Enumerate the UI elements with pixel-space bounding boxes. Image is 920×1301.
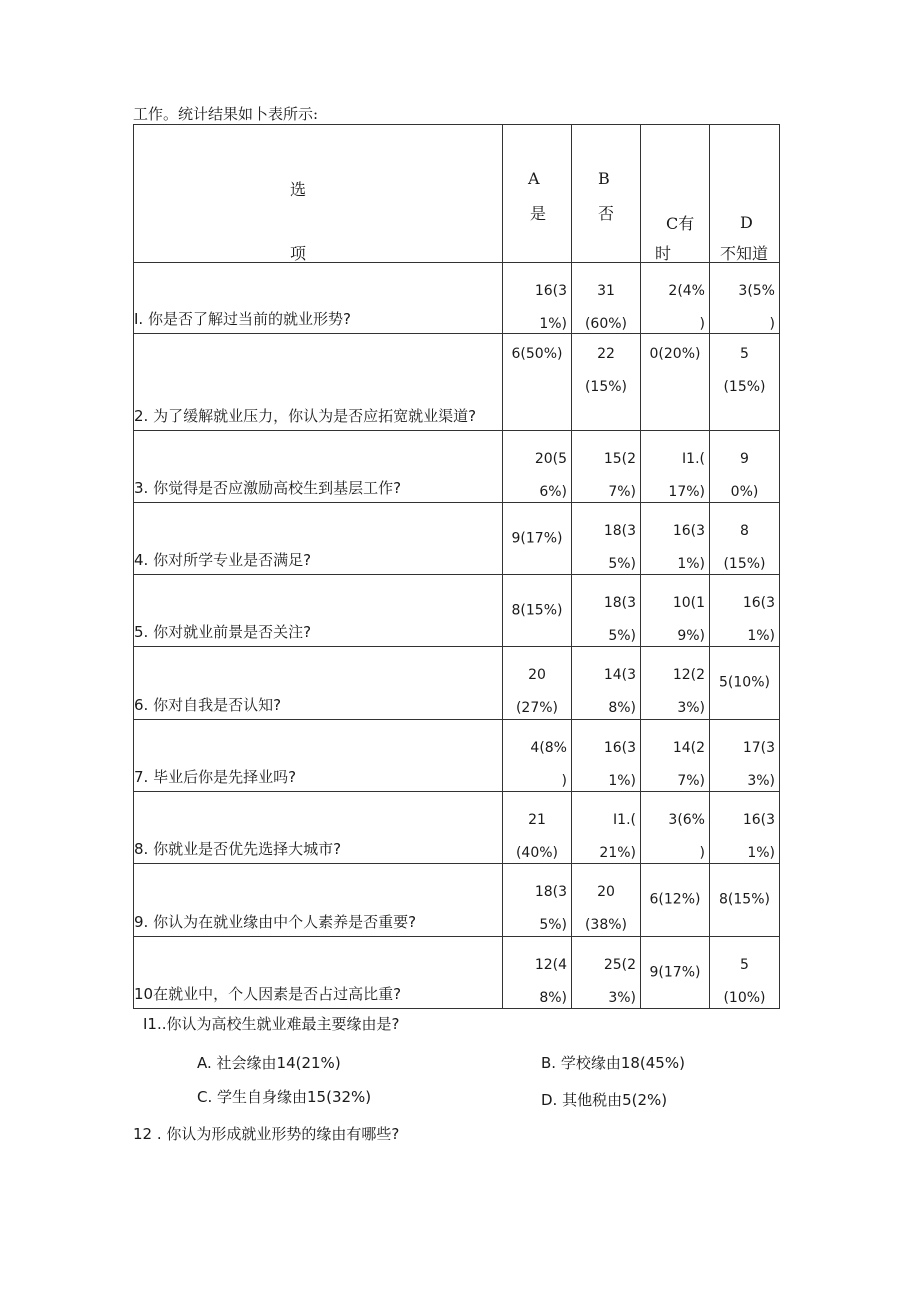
cell-a: 18(3 5%): [534, 884, 567, 933]
cell-a: 21 (40%): [515, 812, 559, 861]
header-c-line1: C有: [666, 214, 695, 233]
cell-c: 10(1 9%): [672, 595, 705, 644]
table-row: [134, 263, 780, 334]
question-text: 3. 你觉得是否应激励高校生到基层工作?: [134, 479, 402, 497]
question-text: I. 你是否了解过当前的就业形势?: [134, 310, 351, 328]
cell-a: 6(50%): [511, 346, 563, 362]
header-b-label: 否: [598, 204, 615, 223]
q11-option-a: A. 社会缘由14(21%): [197, 1054, 341, 1072]
header-c-cell: [641, 125, 710, 263]
survey-table: [133, 124, 780, 1009]
header-option-top: 选: [290, 180, 307, 199]
question-text: 8. 你就业是否优先选择大城市?: [134, 840, 342, 858]
intro-text: 工作。统计结果如卜表所示:: [133, 105, 319, 123]
question-text: 6. 你对自我是否认知?: [134, 696, 282, 714]
header-d-letter: D: [740, 213, 753, 232]
question-text: 9. 你认为在就业缘由中个人素养是否重要?: [134, 913, 417, 931]
cell-c: 16(3 1%): [672, 523, 705, 572]
cell-c: 2(4% ): [668, 283, 705, 332]
cell-c: 0(20%): [649, 346, 701, 362]
cell-d: 3(5% ): [738, 283, 775, 332]
header-d-label: 不知道: [720, 244, 769, 263]
table-row: [134, 864, 780, 937]
header-a-letter: A: [528, 169, 540, 188]
cell-c: 3(6% ): [668, 812, 705, 861]
table-row: [134, 647, 780, 720]
question-text: 7. 毕业后你是先择业吗?: [134, 768, 297, 786]
cell-b: 22 (15%): [584, 346, 628, 395]
cell-a: 20(5 6%): [534, 451, 567, 500]
cell-a: 12(4 8%): [534, 957, 567, 1006]
cell-c: 6(12%): [649, 891, 701, 908]
cell-c: 14(2 7%): [672, 740, 705, 789]
cell-d: 17(3 3%): [742, 740, 775, 789]
cell-d: 5 (15%): [723, 346, 766, 395]
cell-a: 16(3 1%): [534, 283, 567, 332]
cell-b: 15(2 7%): [603, 451, 636, 500]
cell-b: 25(2 3%): [603, 957, 636, 1006]
cell-b: 18(3 5%): [603, 523, 636, 572]
cell-d: 5(10%): [719, 674, 770, 691]
cell-a: 20 (27%): [515, 667, 559, 716]
cell-d: 16(3 1%): [742, 812, 775, 861]
cell-a: 8(15%): [511, 602, 563, 618]
cell-b: 16(3 1%): [603, 740, 636, 789]
table-row: [134, 792, 780, 864]
header-a-label: 是: [530, 204, 547, 223]
cell-c: 12(2 3%): [672, 667, 705, 716]
question-text: 2. 为了缓解就业压力，你认为是否应拓宽就业渠道?: [134, 407, 477, 425]
header-a-cell: [503, 125, 572, 263]
header-d-cell: [710, 125, 780, 263]
cell-c: I1.( 17%): [668, 451, 705, 500]
cell-d: 16(3 1%): [742, 595, 775, 644]
cell-d: 5 (10%): [723, 957, 766, 1006]
cell-a: 9(17%): [511, 530, 563, 546]
table-header-row: [134, 125, 780, 263]
table-row: [134, 334, 780, 431]
table-row: [134, 503, 780, 575]
header-b-letter: B: [598, 169, 610, 188]
question-12: 12 . 你认为形成就业形势的缘由有哪些?: [133, 1125, 400, 1143]
question-11: I1..你认为高校生就业难最主要缘由是?: [143, 1015, 400, 1033]
table-row: [134, 720, 780, 792]
question-text: 4. 你对所学专业是否满足?: [134, 551, 312, 569]
cell-b: 31 (60%): [584, 283, 628, 332]
table-row: [134, 575, 780, 647]
cell-d: 8 (15%): [723, 523, 766, 572]
cell-b: 14(3 8%): [603, 667, 636, 716]
cell-b: 20 (38%): [584, 884, 628, 933]
cell-b: I1.( 21%): [599, 812, 636, 861]
cell-d: 9 0%): [730, 451, 759, 500]
header-option-bottom: 项: [290, 244, 307, 263]
cell-b: 18(3 5%): [603, 595, 636, 644]
cell-d: 8(15%): [719, 891, 770, 908]
cell-c: 9(17%): [649, 964, 701, 980]
header-c-line2: 时: [655, 244, 672, 263]
table-row: [134, 937, 780, 1009]
q11-option-c: C. 学生自身缘由15(32%): [197, 1088, 372, 1106]
q11-option-d: D. 其他税由5(2%): [541, 1091, 668, 1109]
header-b-cell: [572, 125, 641, 263]
header-option-cell: [134, 125, 503, 263]
table-row: [134, 431, 780, 503]
cell-a: 4(8% ): [530, 740, 567, 789]
question-text: 10在就业中，个人因素是否占过高比重?: [134, 985, 402, 1003]
q11-option-b: B. 学校缘由18(45%): [541, 1054, 685, 1072]
question-text: 5. 你对就业前景是否关注?: [134, 623, 312, 641]
